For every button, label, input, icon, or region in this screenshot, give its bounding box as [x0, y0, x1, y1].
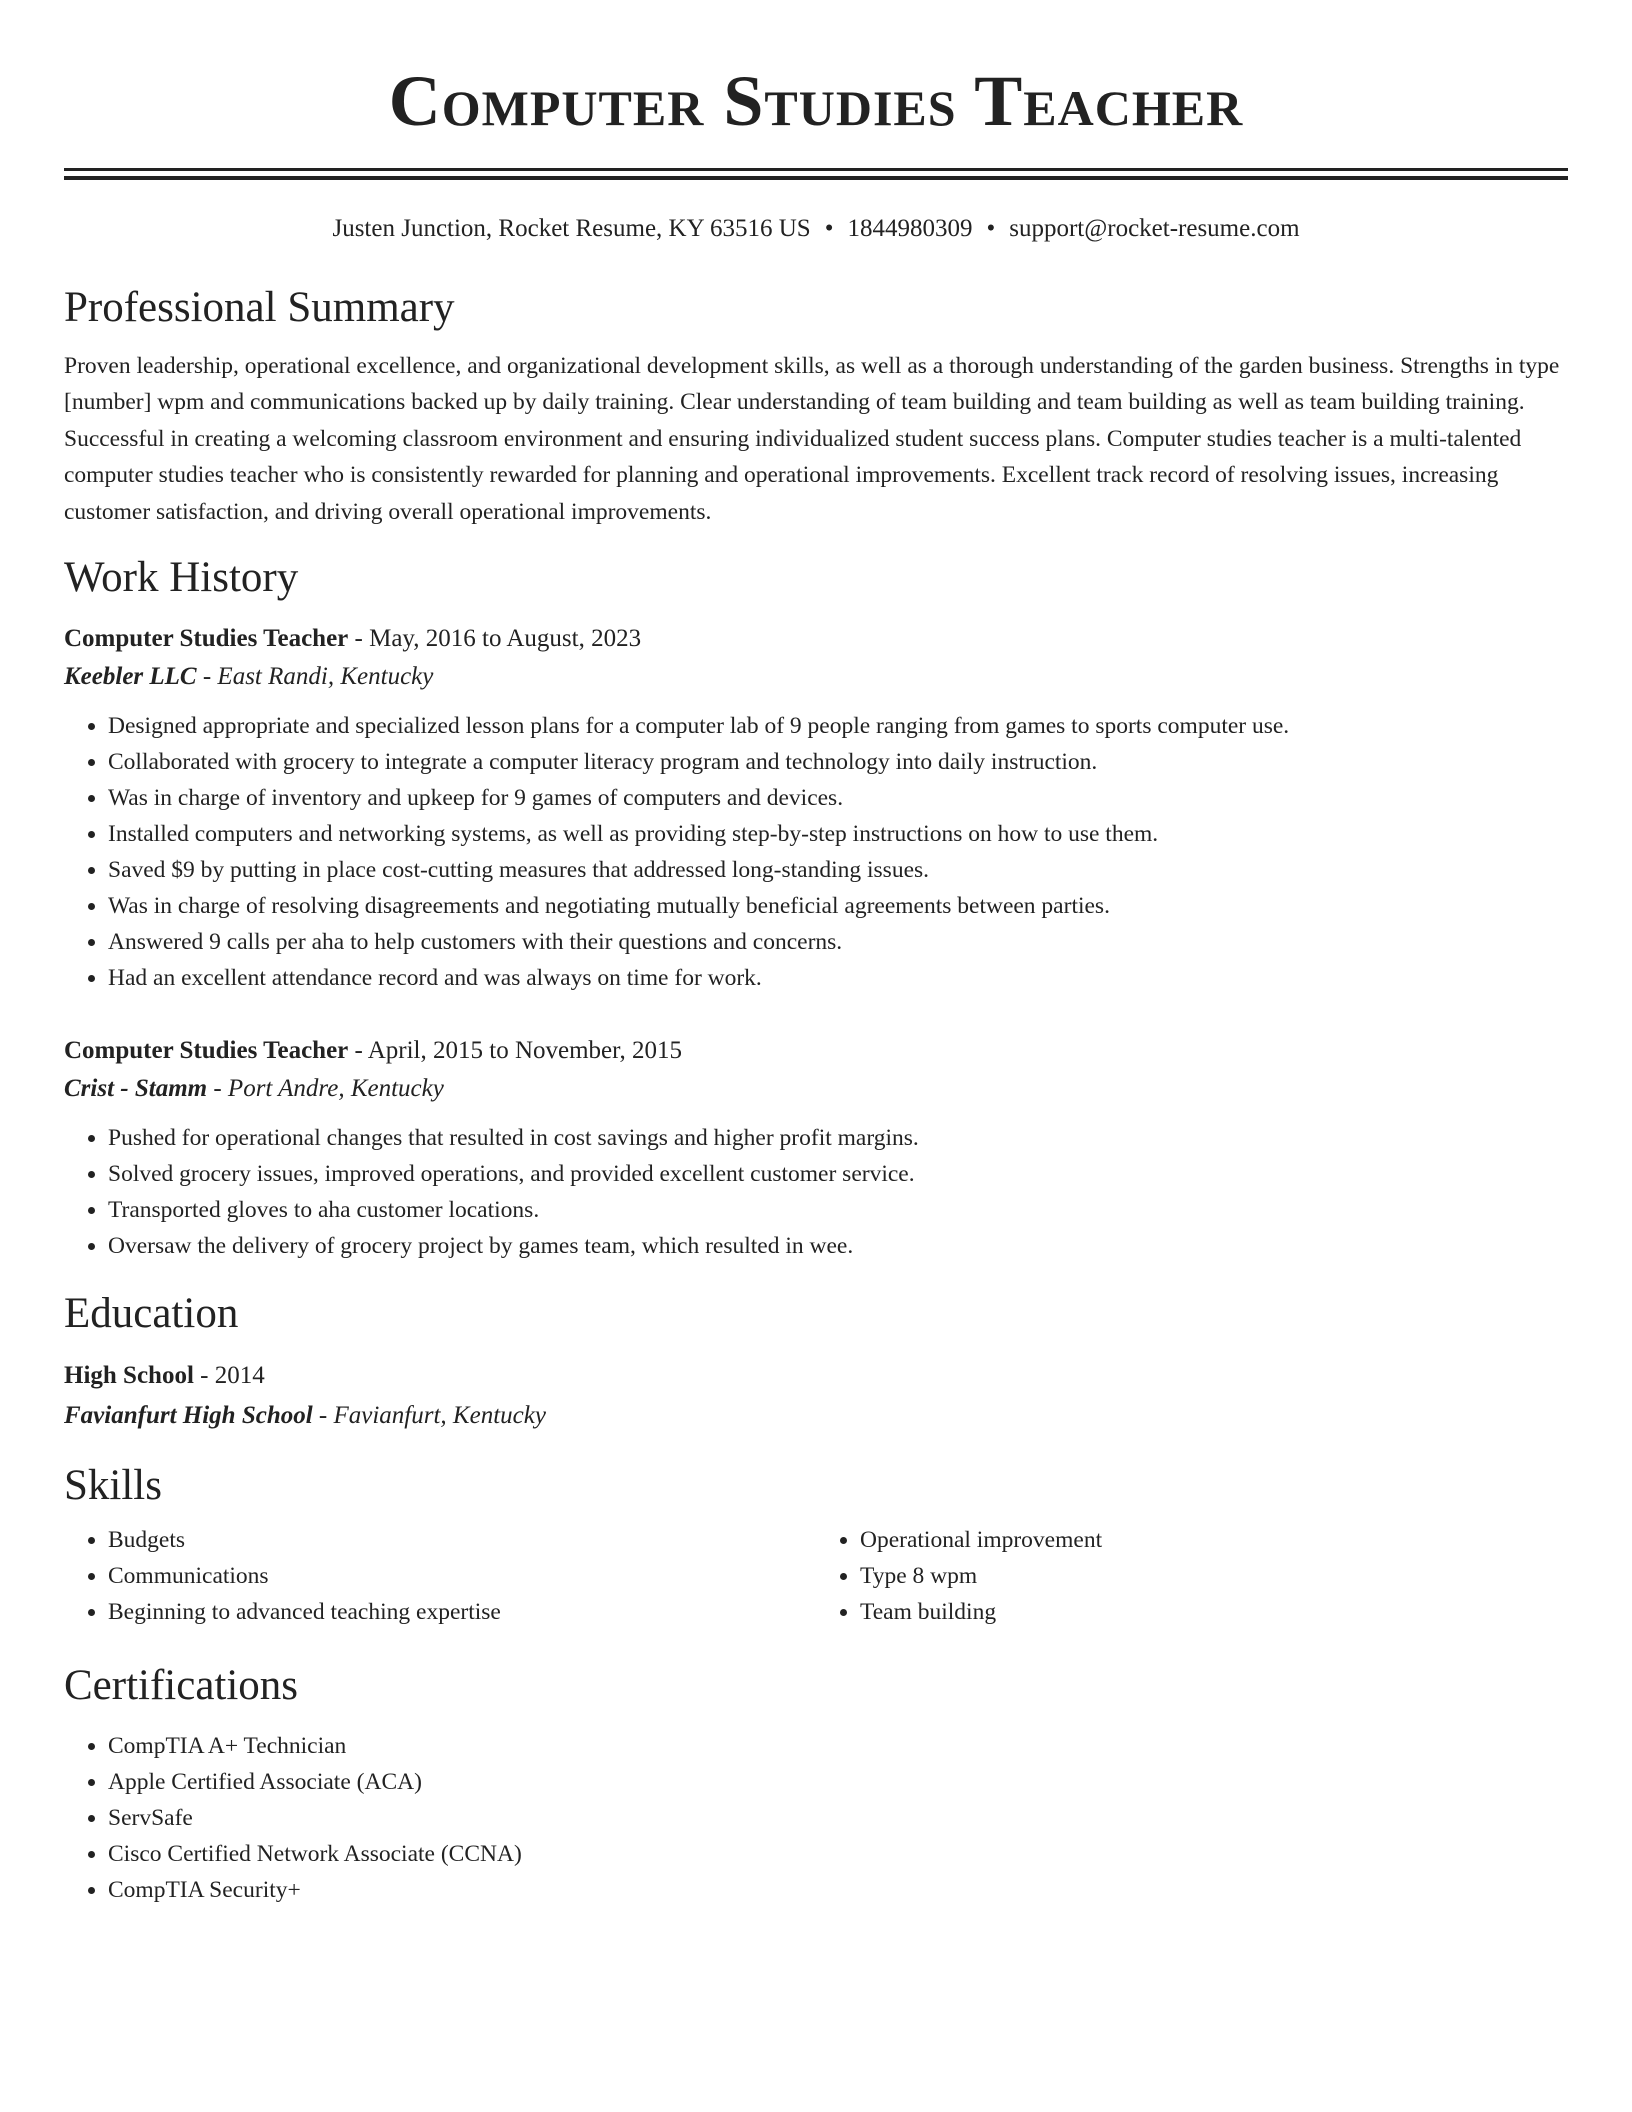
contact-separator: • [986, 215, 996, 242]
job-location: - East Randi, Kentucky [196, 663, 434, 691]
resume-title: Computer Studies Teacher [388, 61, 1244, 141]
job-title: Computer Studies Teacher [64, 625, 349, 653]
work-history-heading: Work History [64, 554, 299, 602]
skill-item: • Communications [108, 1558, 816, 1594]
job-bullets [64, 708, 1568, 996]
contact-separator: • [824, 215, 834, 242]
skills-column-right [816, 1522, 1568, 1630]
education-school-line [64, 1396, 1568, 1436]
job-entry [64, 620, 1568, 996]
job-title: Computer Studies Teacher [64, 1037, 349, 1065]
job-bullet: • Transported gloves to aha customer locations. [108, 1192, 1568, 1228]
certifications-heading: Certifications [64, 1662, 299, 1710]
skills-column-left [64, 1522, 816, 1630]
job-title-line [64, 620, 1568, 658]
certifications-list [64, 1728, 1568, 1908]
certification-item: • ServSafe [108, 1800, 1568, 1836]
certification-item: • CompTIA A+ Technician [108, 1728, 1568, 1764]
job-company: Crist - Stamm [64, 1075, 208, 1103]
job-bullet: • Oversaw the delivery of grocery project by games team, which resulted in wee. [108, 1228, 1568, 1264]
job-company: Keebler LLC [64, 663, 197, 691]
job-bullet: • Designed appropriate and specialized lesson plans for a computer lab of 9 people ranging from games to sports computer use. [108, 708, 1568, 744]
skill-item: • Operational improvement [860, 1522, 1568, 1558]
skill-item: • Team building [860, 1594, 1568, 1630]
job-bullet: • Saved $9 by putting in place cost-cutting measures that addressed long-standing issues. [108, 852, 1568, 888]
job-bullet: • Was in charge of inventory and upkeep for 9 games of computers and devices. [108, 780, 1568, 816]
certification-item: • Apple Certified Associate (ACA) [108, 1764, 1568, 1800]
certification-item: • CompTIA Security+ [108, 1872, 1568, 1908]
skill-item: • Beginning to advanced teaching expertise [108, 1594, 816, 1630]
skill-item: • Budgets [108, 1522, 816, 1558]
job-company-line [64, 1070, 1568, 1108]
job-bullet: • Was in charge of resolving disagreements and negotiating mutually beneficial agreements between parties. [108, 888, 1568, 924]
skills-heading: Skills [64, 1462, 162, 1510]
job-entry [64, 1032, 1568, 1264]
job-dates: - May, 2016 to August, 2023 [348, 625, 642, 653]
job-bullet: • Had an excellent attendance record and was always on time for work. [108, 960, 1568, 996]
job-company-line [64, 658, 1568, 696]
education-heading: Education [64, 1290, 239, 1338]
education-degree-line [64, 1356, 1568, 1396]
education-year: - 2014 [193, 1362, 265, 1390]
skill-item: • Type 8 wpm [860, 1558, 1568, 1594]
education-entry [64, 1356, 1568, 1436]
job-location: - Port Andre, Kentucky [207, 1075, 444, 1103]
education-degree: High School [64, 1362, 194, 1390]
job-bullet: • Collaborated with grocery to integrate a computer literacy program and technology into daily instruction. [108, 744, 1568, 780]
certification-item: • Cisco Certified Network Associate (CCNA) [108, 1836, 1568, 1872]
skills-list [64, 1522, 1568, 1630]
contact-address: Justen Junction, Rocket Resume, KY 63516 US [332, 215, 811, 242]
contact-phone: 1844980309 [847, 215, 973, 242]
education-school: Favianfurt High School [64, 1402, 313, 1430]
job-bullet: • Installed computers and networking systems, as well as providing step-by-step instructions on how to use them. [108, 816, 1568, 852]
job-bullet: • Answered 9 calls per aha to help customers with their questions and concerns. [108, 924, 1568, 960]
job-bullet: • Pushed for operational changes that resulted in cost savings and higher profit margins. [108, 1120, 1568, 1156]
title-divider [64, 168, 1568, 180]
education-location: - Favianfurt, Kentucky [312, 1402, 546, 1430]
summary-heading: Professional Summary [64, 284, 455, 331]
job-title-line [64, 1032, 1568, 1070]
job-bullet: • Solved grocery issues, improved operations, and provided excellent customer service. [108, 1156, 1568, 1192]
contact-email: support@rocket-resume.com [1009, 215, 1300, 242]
contact-line [64, 212, 1568, 246]
job-dates: - April, 2015 to November, 2015 [348, 1037, 682, 1065]
summary-text: Proven leadership, operational excellence, and organizational development skills, as well as a thorough understanding of the garden business. Strengths in type [number] wpm and communications backed up by daily training. Clear understanding of team building and team building as well as team building training. Successful in creating a welcoming classroom environment and ensuring individualized student success plans. Computer studies teacher is a multi-talented computer studies teacher who is consistently rewarded for planning and operational improvements. Excellent track record of resolving issues, increasing customer satisfaction, and driving overall operational improvements. [64, 353, 1560, 525]
job-bullets [64, 1120, 1568, 1264]
